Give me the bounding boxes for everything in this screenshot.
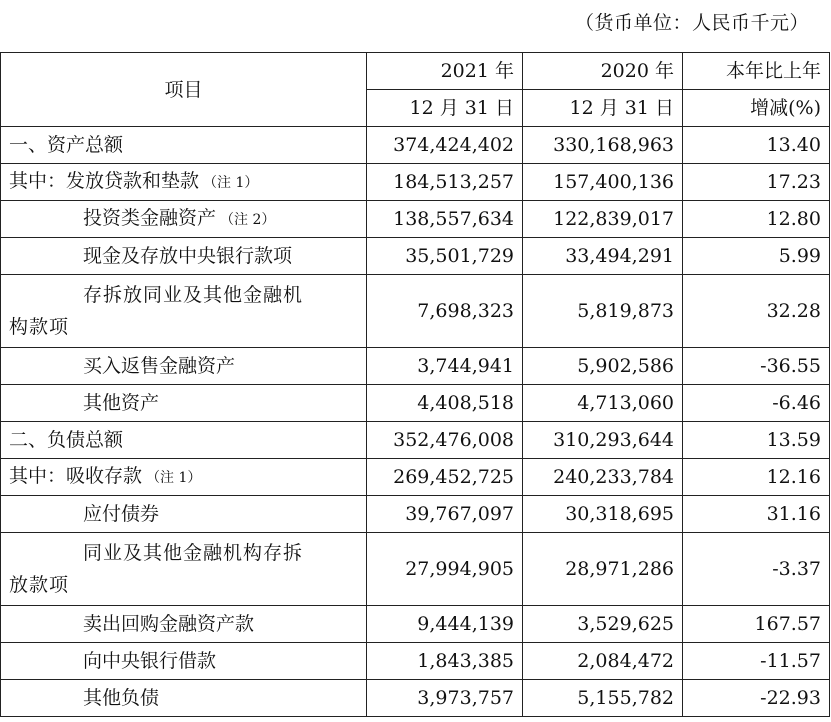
value-2021: 4,408,518 bbox=[367, 385, 523, 422]
table-row bbox=[1, 422, 830, 459]
value-2020: 5,902,586 bbox=[523, 348, 683, 385]
row-label: 一、资产总额 bbox=[1, 127, 367, 164]
table-row bbox=[1, 533, 830, 606]
value-2020: 310,293,644 bbox=[523, 422, 683, 459]
value-2021: 3,973,757 bbox=[367, 680, 523, 717]
table-row bbox=[1, 459, 830, 496]
value-2021: 3,744,941 bbox=[367, 348, 523, 385]
row-label: 二、负债总额 bbox=[1, 422, 367, 459]
table-row bbox=[1, 643, 830, 680]
row-label-line2: 放款项 bbox=[9, 574, 70, 596]
table-row bbox=[1, 201, 830, 238]
change-percent: 167.57 bbox=[683, 606, 830, 643]
row-label: 其中：吸收存款 bbox=[9, 465, 143, 487]
currency-unit-note: （货币单位：人民币千元） bbox=[574, 12, 809, 34]
value-2020: 157,400,136 bbox=[523, 164, 683, 201]
header-change-line2: 增减(%) bbox=[683, 90, 830, 127]
change-percent: -3.37 bbox=[683, 533, 830, 606]
row-label: 投资类金融资产 bbox=[83, 207, 217, 229]
header-item: 项目 bbox=[1, 53, 367, 127]
table-row bbox=[1, 275, 830, 348]
change-percent: -36.55 bbox=[683, 348, 830, 385]
header-2020-date: 12 月 31 日 bbox=[523, 90, 683, 127]
value-2021: 27,994,905 bbox=[367, 533, 523, 606]
value-2021: 269,452,725 bbox=[367, 459, 523, 496]
value-2021: 9,444,139 bbox=[367, 606, 523, 643]
change-percent: 31.16 bbox=[683, 496, 830, 533]
row-label-cell bbox=[1, 275, 367, 348]
header-2021-year: 2021 年 bbox=[367, 53, 523, 90]
table-row bbox=[1, 680, 830, 717]
value-2020: 33,494,291 bbox=[523, 238, 683, 275]
change-percent: -22.93 bbox=[683, 680, 830, 717]
value-2020: 4,713,060 bbox=[523, 385, 683, 422]
value-2021: 7,698,323 bbox=[367, 275, 523, 348]
row-label-cell bbox=[1, 164, 367, 201]
table-row bbox=[1, 348, 830, 385]
value-2020: 28,971,286 bbox=[523, 533, 683, 606]
row-label-line1: 存拆放同业及其他金融机 bbox=[83, 284, 304, 306]
row-label: 其他资产 bbox=[1, 385, 367, 422]
table-row bbox=[1, 496, 830, 533]
row-note: （注 1） bbox=[203, 175, 259, 191]
row-label-cell bbox=[1, 201, 367, 238]
row-label: 卖出回购金融资产款 bbox=[1, 606, 367, 643]
table-row bbox=[1, 164, 830, 201]
change-percent: -11.57 bbox=[683, 643, 830, 680]
value-2020: 240,233,784 bbox=[523, 459, 683, 496]
change-percent: -6.46 bbox=[683, 385, 830, 422]
change-percent: 12.16 bbox=[683, 459, 830, 496]
table-row bbox=[1, 127, 830, 164]
header-2021-date: 12 月 31 日 bbox=[367, 90, 523, 127]
value-2020: 30,318,695 bbox=[523, 496, 683, 533]
value-2020: 5,819,873 bbox=[523, 275, 683, 348]
value-2021: 39,767,097 bbox=[367, 496, 523, 533]
row-label: 买入返售金融资产 bbox=[1, 348, 367, 385]
value-2020: 3,529,625 bbox=[523, 606, 683, 643]
row-note: （注 2） bbox=[220, 212, 276, 228]
row-label: 其他负债 bbox=[1, 680, 367, 717]
table-row bbox=[1, 238, 830, 275]
row-label: 向中央银行借款 bbox=[1, 643, 367, 680]
row-label: 现金及存放中央银行款项 bbox=[1, 238, 367, 275]
value-2021: 1,843,385 bbox=[367, 643, 523, 680]
row-label-cell bbox=[1, 533, 367, 606]
value-2020: 330,168,963 bbox=[523, 127, 683, 164]
change-percent: 13.59 bbox=[683, 422, 830, 459]
value-2021: 374,424,402 bbox=[367, 127, 523, 164]
row-note: （注 1） bbox=[146, 470, 202, 486]
change-percent: 32.28 bbox=[683, 275, 830, 348]
value-2020: 122,839,017 bbox=[523, 201, 683, 238]
header-change-line1: 本年比上年 bbox=[683, 53, 830, 90]
header-2020-year: 2020 年 bbox=[523, 53, 683, 90]
change-percent: 13.40 bbox=[683, 127, 830, 164]
change-percent: 12.80 bbox=[683, 201, 830, 238]
row-label: 应付债券 bbox=[1, 496, 367, 533]
value-2020: 2,084,472 bbox=[523, 643, 683, 680]
value-2021: 352,476,008 bbox=[367, 422, 523, 459]
change-percent: 5.99 bbox=[683, 238, 830, 275]
row-label-cell bbox=[1, 459, 367, 496]
value-2020: 5,155,782 bbox=[523, 680, 683, 717]
row-label-line1: 同业及其他金融机构存拆 bbox=[83, 542, 304, 564]
table-row bbox=[1, 606, 830, 643]
value-2021: 138,557,634 bbox=[367, 201, 523, 238]
change-percent: 17.23 bbox=[683, 164, 830, 201]
table-row bbox=[1, 385, 830, 422]
value-2021: 184,513,257 bbox=[367, 164, 523, 201]
row-label: 其中：发放贷款和垫款 bbox=[9, 170, 200, 192]
value-2021: 35,501,729 bbox=[367, 238, 523, 275]
balance-sheet-table bbox=[0, 52, 830, 717]
row-label-line2: 构款项 bbox=[9, 316, 70, 338]
